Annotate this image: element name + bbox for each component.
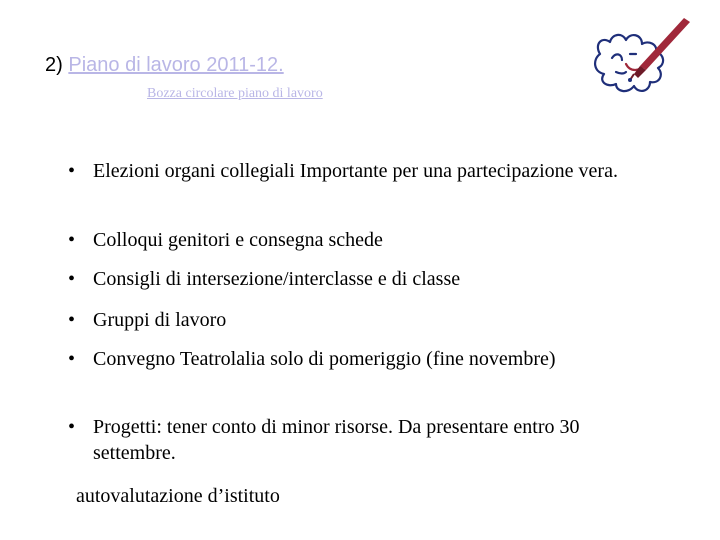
bullet-text: Gruppi di lavoro — [93, 309, 227, 331]
bullet-text: Elezioni organi collegiali Importante per una partecipazione vera. — [93, 160, 618, 182]
bullet-marker: • — [68, 309, 76, 331]
bozza-circolare-link[interactable]: Bozza circolare piano di lavoro — [147, 86, 323, 101]
bullet-text: Progetti: tener conto di minor risorse. Da presentare entro 30 settembre. — [93, 416, 580, 464]
bullet-marker: • — [68, 348, 76, 370]
bullet-text: Consigli di intersezione/interclasse e di classe — [93, 268, 461, 290]
bullet-marker: • — [68, 229, 76, 251]
bullet-marker: • — [68, 416, 76, 438]
list-item — [68, 227, 628, 253]
list-item — [68, 266, 628, 292]
bullet-text: Convegno Teatrolalia solo di pomeriggio (fine novembre) — [93, 348, 556, 370]
bullet-marker: • — [68, 160, 76, 182]
bullet-text: Colloqui genitori e consegna schede — [93, 229, 383, 251]
list-item — [68, 346, 628, 372]
list-item — [68, 307, 628, 333]
autovalutazione-text: autovalutazione d’istituto — [76, 485, 280, 507]
section-number: 2) — [45, 54, 63, 76]
slide-title — [45, 52, 284, 78]
list-item — [68, 158, 628, 184]
bullet-marker: • — [68, 268, 76, 290]
list-item — [68, 414, 628, 466]
pen-and-ink-blot-logo-icon — [586, 14, 694, 108]
piano-di-lavoro-link[interactable]: Piano di lavoro 2011-12. — [68, 54, 284, 76]
